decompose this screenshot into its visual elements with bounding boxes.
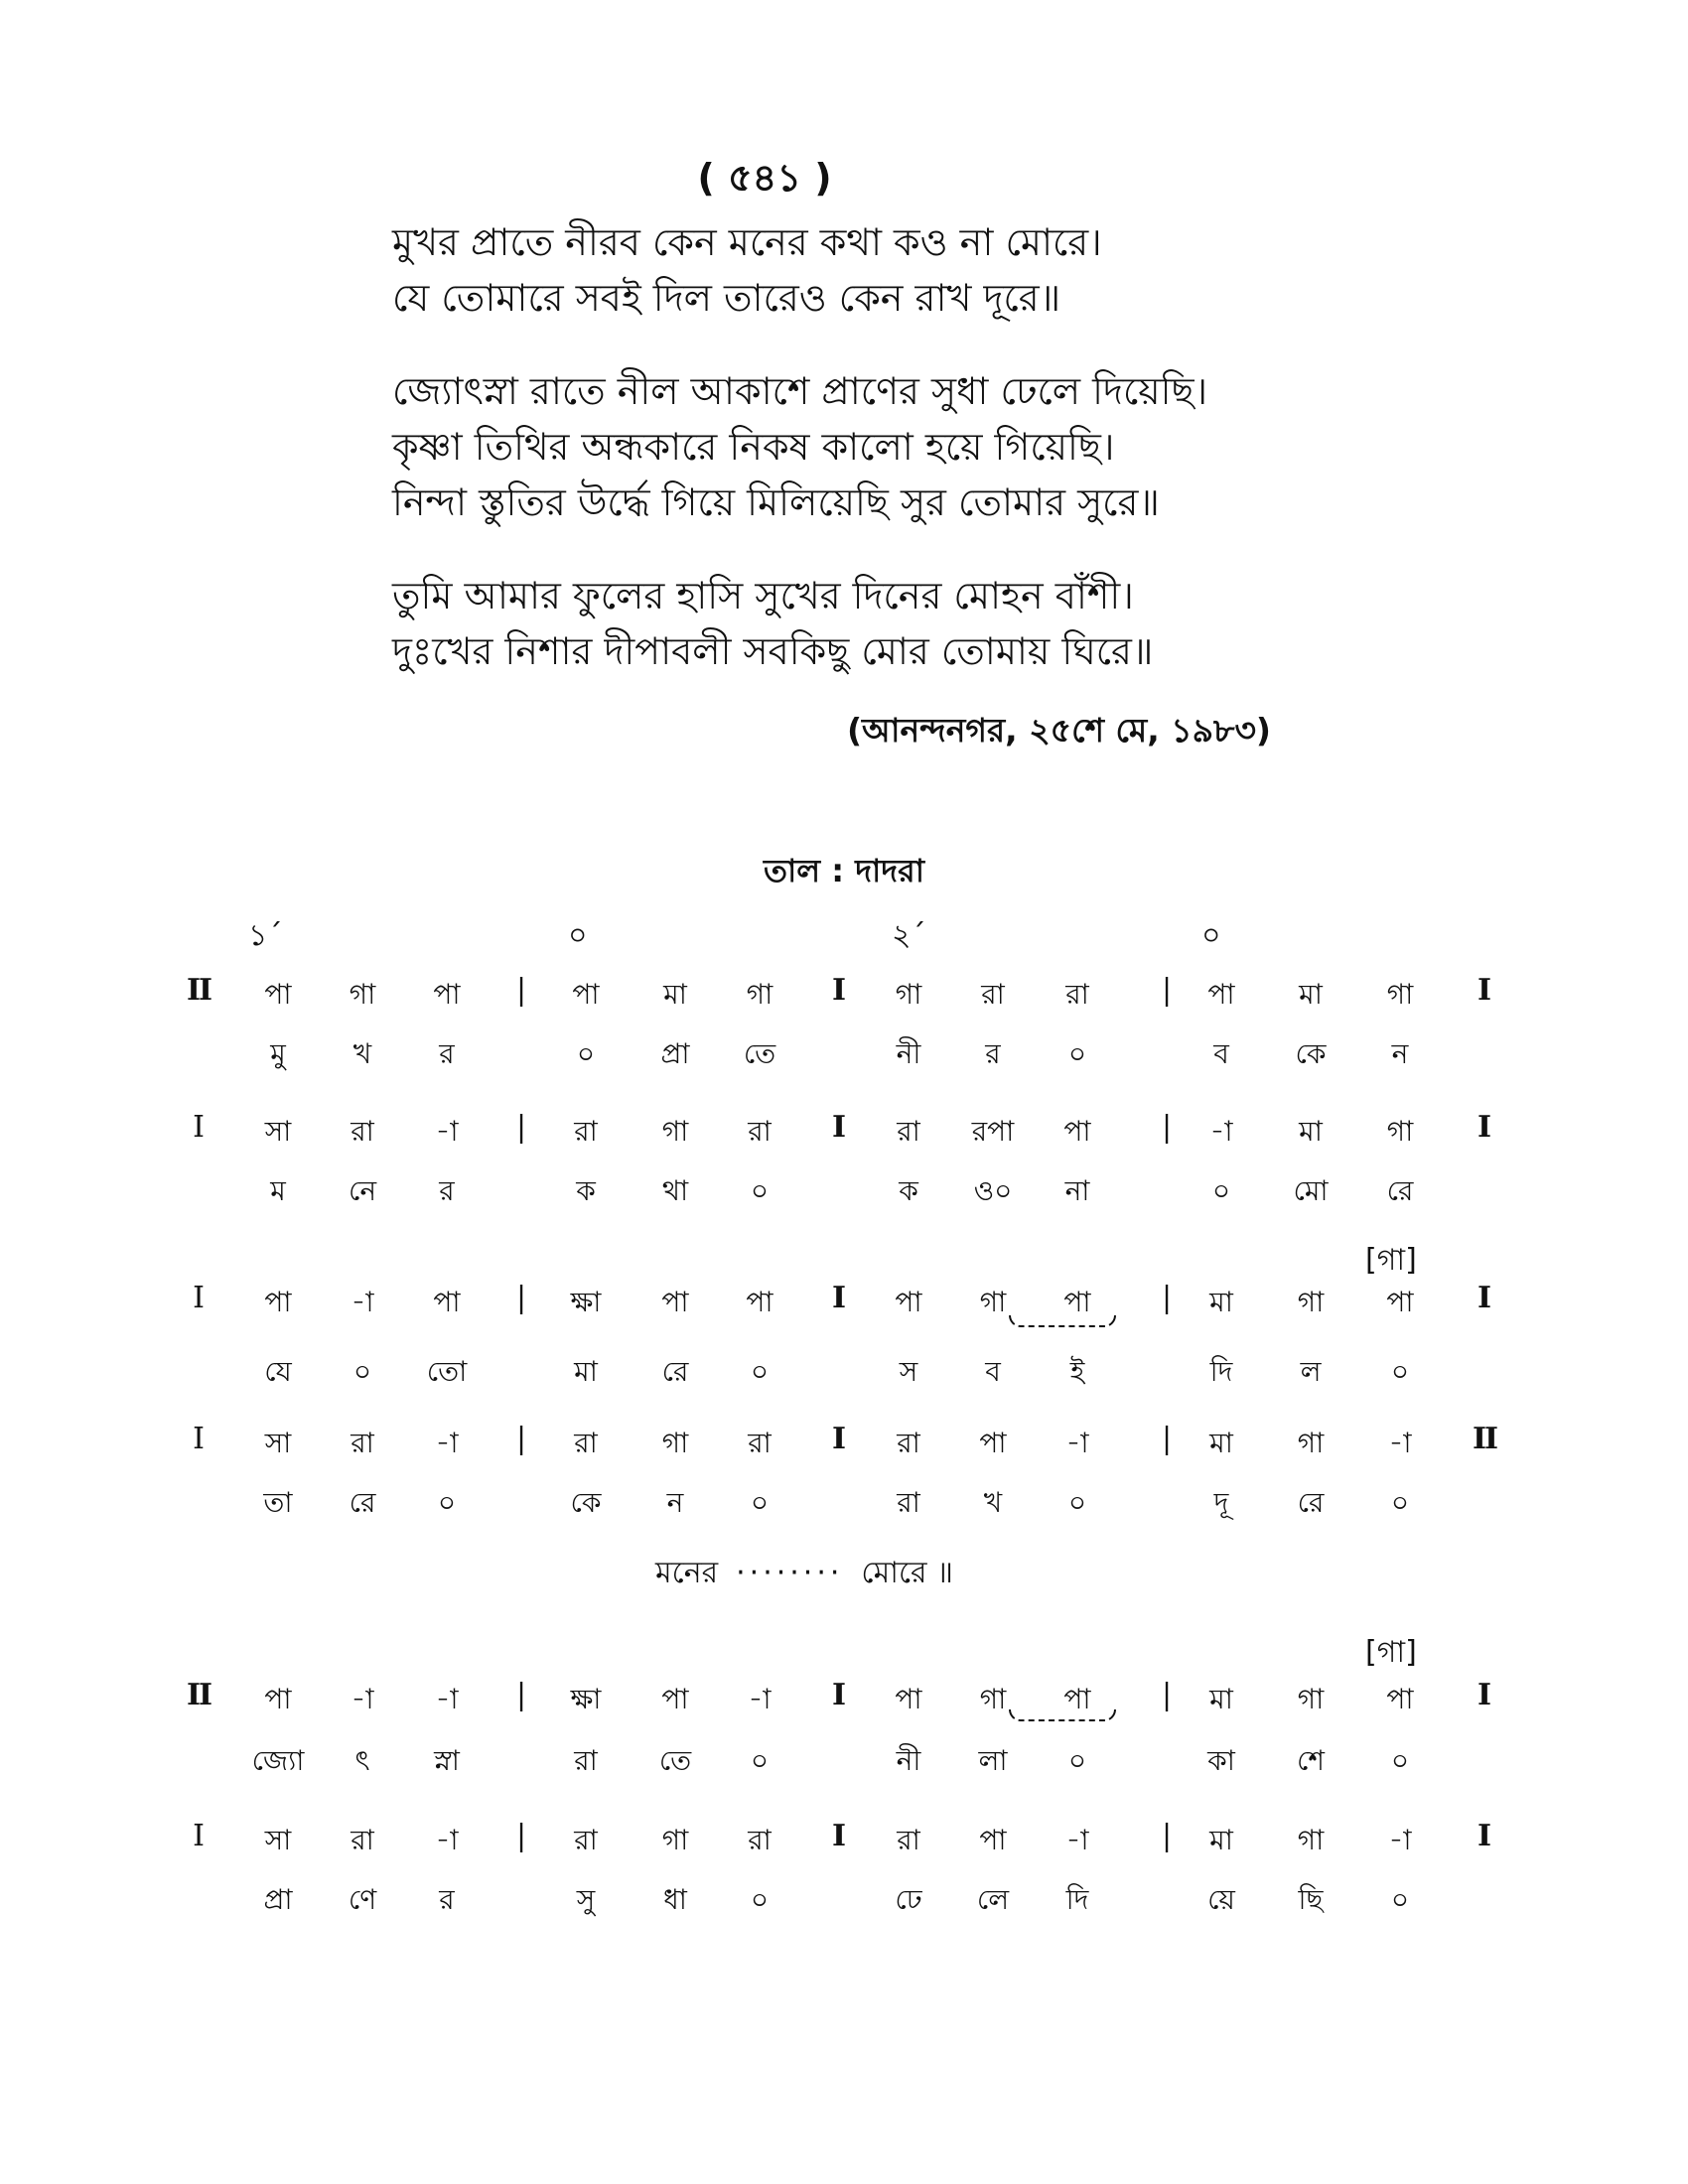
lyric-syllable: ০ — [750, 1744, 770, 1777]
note: রা — [981, 978, 1005, 1011]
note: রা — [748, 1427, 772, 1459]
poem-line: যে তোমারে সবই দিল তারেও কেন রাখ দূরে॥ — [392, 276, 1061, 320]
note: মা — [1209, 1824, 1233, 1856]
note: -া — [435, 1115, 459, 1148]
lyric-syllable: দূ — [1213, 1486, 1229, 1519]
note: পা — [746, 1286, 774, 1318]
lyric-syllable: মো — [1293, 1174, 1329, 1207]
lyric-syllable: কে — [1295, 1037, 1327, 1070]
lyric-syllable: প্রা — [660, 1037, 690, 1070]
note: গা — [1297, 1286, 1325, 1318]
beat-divider: | — [515, 1110, 527, 1145]
slur-mark — [1009, 1709, 1116, 1721]
poem-line: তুমি আমার ফুলের হাসি সুখের দিনের মোহন বাঁশী। — [392, 574, 1134, 617]
note: পা — [895, 1286, 922, 1318]
bar-start: I — [193, 1281, 205, 1315]
bar-end: I — [1477, 1819, 1492, 1853]
note: রা — [748, 1824, 772, 1856]
lyric-syllable: তা — [263, 1486, 293, 1519]
poem-line: দুঃখের নিশার দীপাবলী সবকিছু মোর তোমায় ঘিরে॥ — [392, 629, 1154, 673]
lyric-syllable: সু — [576, 1883, 596, 1916]
note: পা — [1063, 1286, 1091, 1318]
bar-start: II — [186, 973, 211, 1008]
lyric-syllable: ছি — [1298, 1883, 1324, 1916]
lyric-syllable: ন — [666, 1486, 684, 1519]
lyric-syllable: তে — [658, 1744, 692, 1777]
lyric-syllable: রে — [1297, 1486, 1325, 1519]
note: গা — [1297, 1427, 1325, 1459]
note: -া — [435, 1683, 459, 1715]
lyric-syllable: ০ — [1067, 1744, 1087, 1777]
note: পা — [661, 1683, 689, 1715]
lyric-syllable: ০ — [1211, 1174, 1231, 1207]
section-divider: I — [831, 973, 847, 1008]
section-divider: I — [831, 1819, 847, 1853]
note: -া — [1388, 1427, 1412, 1459]
note: পা — [1063, 1683, 1091, 1715]
beat-mark: ০ — [1201, 918, 1221, 953]
lyric-syllable: ৎ — [354, 1744, 370, 1777]
bar-end: II — [1472, 1422, 1497, 1456]
note: পা — [264, 978, 292, 1011]
bar-start: I — [193, 1422, 205, 1456]
note: গা — [1386, 978, 1414, 1011]
lyric-syllable: খ — [983, 1486, 1003, 1519]
lyric-syllable: ম — [270, 1174, 286, 1207]
lyric-syllable: থা — [661, 1174, 689, 1207]
lyric-syllable: ০ — [750, 1355, 770, 1388]
lyric-syllable: ০ — [1390, 1883, 1410, 1916]
lyric-syllable: মা — [574, 1355, 598, 1388]
note: -া — [1209, 1115, 1233, 1148]
refrain-start: মনের — [655, 1556, 719, 1590]
lyric-syllable: ক — [576, 1174, 596, 1207]
lyric-syllable: ০ — [750, 1883, 770, 1916]
note: পা — [264, 1286, 292, 1318]
note: গা — [979, 1286, 1007, 1318]
beat-divider: | — [1161, 1422, 1173, 1456]
note: -া — [1065, 1824, 1089, 1856]
lyric-syllable: ণে — [348, 1883, 377, 1916]
note: সা — [264, 1824, 292, 1856]
refrain-note — [655, 1549, 953, 1599]
lyric-syllable: ০ — [750, 1174, 770, 1207]
beat-divider: | — [515, 1281, 527, 1315]
note: রা — [351, 1427, 374, 1459]
note: গা — [661, 1824, 689, 1856]
beat-divider: | — [515, 1819, 527, 1853]
poem-line: নিন্দা স্তুতির উর্দ্ধে গিয়ে মিলিয়েছি সুর তোমার সুরে॥ — [392, 480, 1160, 524]
bar-end: I — [1477, 1110, 1492, 1145]
note: রা — [748, 1115, 772, 1148]
bar-end: I — [1477, 1678, 1492, 1712]
lyric-syllable: যে — [264, 1355, 292, 1388]
beat-divider: | — [515, 1678, 527, 1712]
lyric-syllable: রে — [661, 1355, 689, 1388]
note: গা — [349, 978, 376, 1011]
lyric-syllable: ও০ — [973, 1174, 1013, 1207]
note: গা — [661, 1115, 689, 1148]
lyric-syllable: র — [439, 1037, 455, 1070]
lyric-syllable: নে — [348, 1174, 377, 1207]
note: রা — [897, 1427, 920, 1459]
note: রা — [574, 1427, 598, 1459]
lyric-syllable: ঢে — [895, 1883, 922, 1916]
lyric-syllable: রা — [574, 1744, 598, 1777]
note: গা — [1297, 1683, 1325, 1715]
tala-heading: তাল : দাদরা — [764, 852, 924, 889]
lyric-syllable: কে — [570, 1486, 602, 1519]
lyric-syllable: ক — [899, 1174, 918, 1207]
note: সা — [264, 1427, 292, 1459]
note: রা — [897, 1824, 920, 1856]
lyric-syllable: ০ — [1390, 1355, 1410, 1388]
beat-divider: | — [515, 973, 527, 1008]
section-divider: I — [831, 1422, 847, 1456]
beat-divider: | — [1161, 1281, 1173, 1315]
page-number: ( ৫৪১ ) — [697, 156, 832, 200]
lyric-syllable: তে — [743, 1037, 776, 1070]
note: গা — [1386, 1115, 1414, 1148]
lyric-syllable: খ — [352, 1037, 372, 1070]
note: পা — [1207, 978, 1235, 1011]
lyric-syllable: ০ — [1067, 1037, 1087, 1070]
note: ক্ষা — [570, 1683, 602, 1715]
note: রা — [574, 1824, 598, 1856]
note: মা — [1209, 1427, 1233, 1459]
note: -া — [435, 1427, 459, 1459]
lyric-syllable: ই — [1069, 1355, 1085, 1388]
lyric-syllable: ব — [1213, 1037, 1229, 1070]
beat-divider: | — [515, 1422, 527, 1456]
lyric-syllable: স্না — [434, 1744, 460, 1777]
lyric-syllable: প্রা — [263, 1883, 293, 1916]
note: পা — [1386, 1286, 1414, 1318]
section-divider: I — [831, 1678, 847, 1712]
lyric-syllable: রা — [897, 1486, 920, 1519]
refrain-end: মোরে ॥ — [861, 1556, 954, 1590]
lyric-syllable: ন — [1391, 1037, 1409, 1070]
lyric-syllable: রে — [349, 1486, 376, 1519]
note: রা — [351, 1824, 374, 1856]
note: গা — [746, 978, 774, 1011]
lyric-syllable: ধা — [663, 1883, 687, 1916]
refrain-dots: ········ — [736, 1556, 844, 1590]
beat-divider: | — [1161, 973, 1173, 1008]
lyric-syllable: ব — [985, 1355, 1001, 1388]
lyric-syllable: ০ — [750, 1486, 770, 1519]
beat-mark: ২´ — [892, 918, 926, 953]
beat-divider: | — [1161, 1819, 1173, 1853]
lyric-syllable: না — [1064, 1174, 1090, 1207]
note: -া — [351, 1286, 374, 1318]
lyric-syllable: কা — [1207, 1744, 1235, 1777]
lyric-syllable: নী — [896, 1037, 921, 1070]
note: সা — [264, 1115, 292, 1148]
slur-mark — [1009, 1315, 1116, 1327]
poem-line: জ্যোৎস্না রাতে নীল আকাশে প্রাণের সুধা ঢেলে দিয়েছি। — [392, 369, 1208, 413]
beat-mark: ১´ — [248, 918, 283, 953]
note: রা — [351, 1115, 374, 1148]
note: -া — [1065, 1427, 1089, 1459]
lyric-syllable: ল — [1300, 1355, 1322, 1388]
note: মা — [1209, 1683, 1233, 1715]
note: মা — [1209, 1286, 1233, 1318]
note: পা — [979, 1824, 1007, 1856]
signature: (আনন্দনগর, ২৫শে মে, ১৯৮৩) — [846, 711, 1271, 750]
note: পা — [1063, 1115, 1091, 1148]
lyric-syllable: র — [439, 1174, 455, 1207]
note: -া — [748, 1683, 772, 1715]
poem-line: মুখর প্রাতে নীরব কেন মনের কথা কও না মোরে। — [392, 220, 1102, 264]
lyric-syllable: মু — [270, 1037, 286, 1070]
lyric-syllable: দি — [1209, 1355, 1233, 1388]
lyric-syllable: স — [899, 1355, 918, 1388]
alternate-note: [গা] — [1365, 1243, 1417, 1278]
lyric-syllable: ০ — [1390, 1744, 1410, 1777]
bar-start: II — [186, 1678, 211, 1712]
note: পা — [895, 1683, 922, 1715]
note: পা — [264, 1683, 292, 1715]
bar-start: I — [193, 1110, 205, 1145]
lyric-syllable: নী — [896, 1744, 921, 1777]
lyric-syllable: ০ — [1390, 1486, 1410, 1519]
lyric-syllable: র — [439, 1883, 455, 1916]
alternate-note: [গা] — [1365, 1635, 1417, 1670]
lyric-syllable: য়ে — [1207, 1883, 1235, 1916]
note: রা — [1065, 978, 1089, 1011]
lyric-syllable: ০ — [352, 1355, 372, 1388]
lyric-syllable: জ্যো — [251, 1744, 305, 1777]
poem-line: কৃষ্ণা তিথির অন্ধকারে নিকষ কালো হয়ে গিয়েছি। — [392, 425, 1115, 469]
lyric-syllable: রে — [1386, 1174, 1414, 1207]
lyric-syllable: শে — [1297, 1744, 1325, 1777]
note: পা — [979, 1427, 1007, 1459]
note: পা — [572, 978, 600, 1011]
lyric-syllable: দি — [1065, 1883, 1089, 1916]
lyric-syllable: তো — [426, 1355, 468, 1388]
lyric-syllable: র — [985, 1037, 1001, 1070]
note: -া — [351, 1683, 374, 1715]
note: মা — [663, 978, 687, 1011]
bar-end: I — [1477, 1281, 1492, 1315]
beat-divider: | — [1161, 1110, 1173, 1145]
lyric-syllable: লা — [978, 1744, 1008, 1777]
note: ক্ষা — [570, 1286, 602, 1318]
note: রা — [897, 1115, 920, 1148]
beat-mark: ০ — [568, 918, 588, 953]
bar-start: I — [193, 1819, 205, 1853]
lyric-syllable: ০ — [576, 1037, 596, 1070]
note: গা — [895, 978, 922, 1011]
note: -া — [435, 1824, 459, 1856]
note: মা — [1299, 978, 1323, 1011]
beat-divider: | — [1161, 1678, 1173, 1712]
note: পা — [433, 1286, 461, 1318]
section-divider: I — [831, 1110, 847, 1145]
note: মা — [1299, 1115, 1323, 1148]
note: পা — [1386, 1683, 1414, 1715]
bar-end: I — [1477, 973, 1492, 1008]
note: পা — [433, 978, 461, 1011]
note: পা — [661, 1286, 689, 1318]
section-divider: I — [831, 1281, 847, 1315]
note: রা — [574, 1115, 598, 1148]
note: গা — [979, 1683, 1007, 1715]
note: -া — [1388, 1824, 1412, 1856]
lyric-syllable: ০ — [437, 1486, 457, 1519]
note: গা — [661, 1427, 689, 1459]
note: গা — [1297, 1824, 1325, 1856]
note: রপা — [971, 1115, 1015, 1148]
lyric-syllable: লে — [976, 1883, 1010, 1916]
lyric-syllable: ০ — [1067, 1486, 1087, 1519]
